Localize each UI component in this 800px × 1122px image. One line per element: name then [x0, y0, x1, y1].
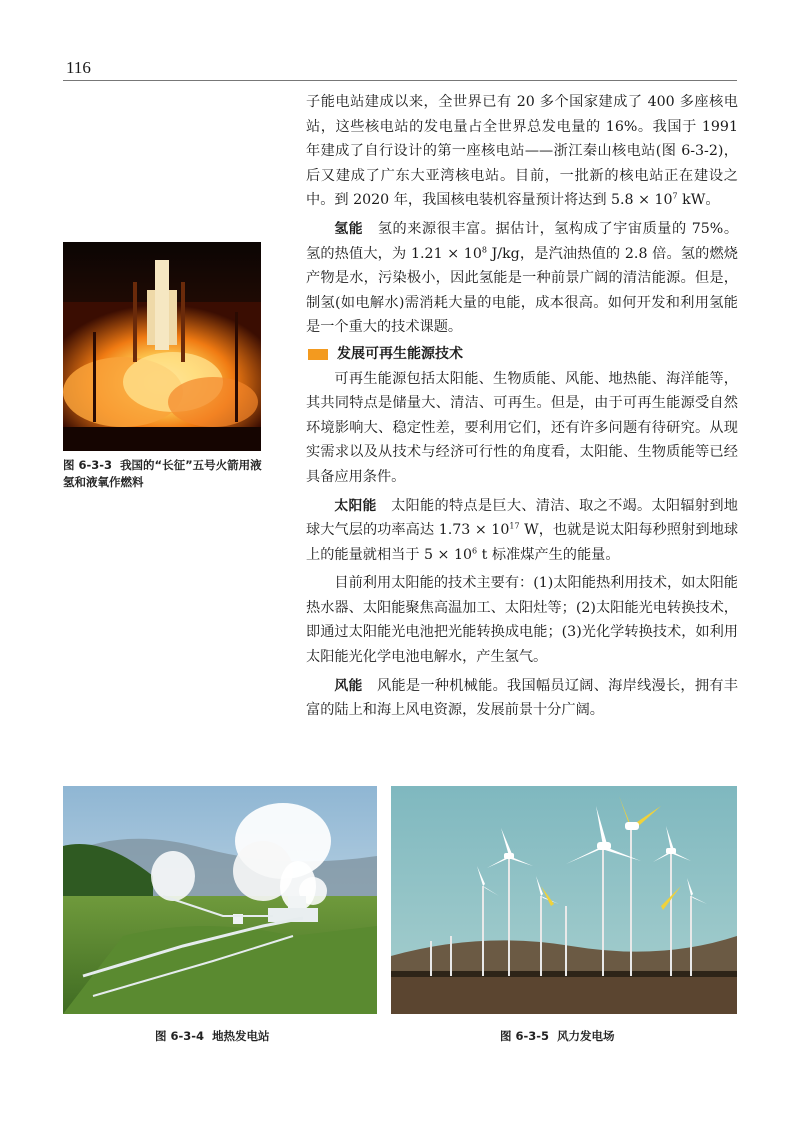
paragraph-wind: 风能 风能是一种机械能。我国幅员辽阔、海岸线漫长，拥有丰富的陆上和海上风电资源，发展前景十分广阔。 — [306, 677, 738, 719]
geothermal-station-photo — [63, 786, 377, 1014]
paragraph-renewable: 可再生能源包括太阳能、生物质能、风能、地热能、海洋能等，其共同特点是储量大、清洁、可再生。但是，由于可再生能源受自然环境影响大、稳定性差，要利用它们，还有许多问题有待研究。从现实需求以及从技术与经济可行性的角度看，太阳能、生物质能等已经具备应用条件。 — [306, 370, 738, 485]
paragraph-hydrogen: 氢能 氢的来源很丰富。据估计，氢构成了宇宙质量的 75%。氢的热值大，为 $1.21 \times 10^8$ J/kg，是汽油热值的 2.8 倍。氢的燃烧产物是水，污染极小，因此氢能是一种前景广阔的清洁能源。但是，制氢(如电解水)需消耗大量的电能，成本很高。如何开发和利用氢能是一个重大的技术课题。 — [306, 220, 739, 336]
figure-caption-text: 地热发电站 — [212, 1029, 270, 1043]
section-marker-icon — [308, 349, 328, 360]
figure-caption-text: 我国的“长征”五号火箭用液氢和液氧作燃料 — [63, 458, 262, 489]
figure-number: 图 6-3-5 — [500, 1029, 550, 1043]
wind-farm-photo — [391, 786, 737, 1014]
figure-caption-rocket — [63, 457, 263, 491]
figure-caption-text: 风力发电场 — [557, 1029, 615, 1043]
page-number: 116 — [66, 58, 91, 77]
figure-caption-geothermal — [155, 1028, 375, 1045]
section-heading — [306, 342, 738, 367]
paragraph-solar-tech: 目前利用太阳能的技术主要有：(1)太阳能热利用技术，如太阳能热水器、太阳能聚焦高温加工、太阳灶等；(2)太阳能光电转换技术，即通过太阳能光电池把光能转换成电能；(3)光化学转换技术，如利用太阳能光化学电池电解水，产生氢气。 — [306, 575, 738, 666]
figure-number: 图 6-3-4 — [155, 1029, 205, 1043]
keyword-wind: 风能 — [334, 677, 363, 694]
rocket-launch-photo — [63, 242, 261, 451]
figure-number: 图 6-3-3 — [63, 458, 113, 472]
figure-caption-wind — [500, 1028, 720, 1045]
paragraph-nuclear: 子能电站建成以来，全世界已有 20 多个国家建成了 400 多座核电站，这些核电站的发电量占全世界总发电量的 16%。我国于 1991 年建成了自行设计的第一座核电站——浙江秦山核电站(图 6-3-2)，后又建成了广东大亚湾核电站。目前，一批新的核电站正在建设之中。到 2020 年，我国核电装机容量预计将达到 $5.8 \times 10^7$ kW。 — [306, 94, 738, 209]
body-text — [306, 90, 738, 723]
paragraph-solar: 太阳能 太阳能的特点是巨大、清洁、取之不竭。太阳辐射到地球大气层的功率高达 $1.73 \times 10^{17}$ W，也就是说太阳每秒照射到地球上的能量就相当于 $5 \times 10^6$ t 标准煤产生的能量。 — [306, 497, 739, 563]
section-title: 发展可再生能源技术 — [337, 345, 463, 362]
keyword-hydrogen: 氢能 — [334, 220, 364, 237]
keyword-solar: 太阳能 — [334, 497, 377, 514]
header-rule — [63, 80, 737, 81]
